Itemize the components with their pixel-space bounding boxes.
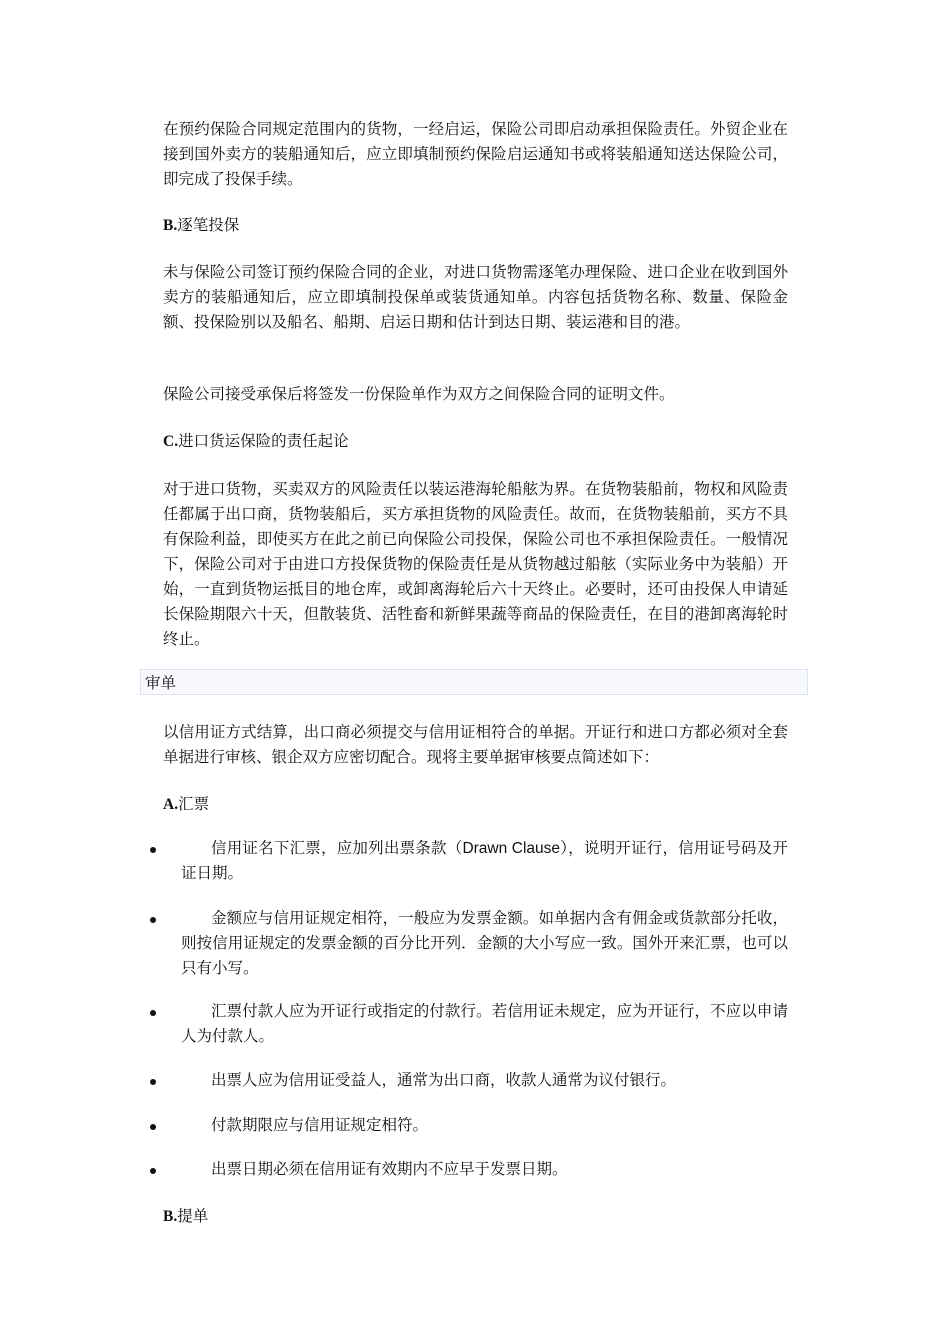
heading-letter: C.: [163, 433, 179, 450]
heading-letter: B.: [163, 1208, 178, 1225]
bullet-icon: [150, 847, 156, 853]
heading-individual-insurance: [163, 213, 239, 238]
bullet-icon: [150, 1168, 156, 1174]
bullet-icon: [150, 1124, 156, 1130]
list-item-text: 出票人应为信用证受益人，通常为出口商，收款人通常为议付银行。: [211, 1071, 677, 1089]
bullet-icon: [150, 1079, 156, 1085]
heading-text: 逐笔投保: [177, 216, 240, 234]
heading-letter: B.: [163, 217, 178, 234]
heading-bill-of-exchange: [163, 792, 209, 817]
list-item-text: 付款期限应与信用证规定相符。: [211, 1116, 429, 1134]
bullet-icon: [150, 917, 156, 923]
paragraph-liability-details: 对于进口货物，买卖双方的风险责任以装运港海轮船舷为界。在货物装船前，物权和风险责任都属于出口商，货物装船后，买方承担货物的风险责任。故而，在货物装船前，买方不具有保险利益，即使买方在此之前已向保险公司投保，保险公司也不承担保险责任。一般情况下，保险公司对于由进口方投保货物的保险责任是从货物越过船舷（实际业务中为装船）开始，一直到货物运抵目的地仓库，或卸离海轮后六十天终止。必要时，还可由投保人申请延长保险期限六十天，但散装货、活牲畜和新鲜果蔬等商品的保险责任，在目的港卸离海轮时终止。: [163, 480, 788, 648]
heading-text: 汇票: [178, 795, 210, 813]
paragraph-policy-issue: 保险公司接受承保后将签发一份保险单作为双方之间保险合同的证明文件。: [163, 385, 675, 403]
list-item-text: 金额应与信用证规定相符，一般应为发票金额。如单据内含有佣金或货款部分托收，则按信用证规定的发票金额的百分比开列．金额的大小写应一致。国外开来汇票，也可以只有小写。: [181, 909, 788, 977]
section-title: 审单: [145, 674, 177, 692]
paragraph-individual-insurance: 未与保险公司签订预约保险合同的企业，对进口货物需逐笔办理保险、进口企业在收到国外卖方的装船通知后，应立即填制投保单或装货通知单。内容包括货物名称、数量、保险金额、投保险别以及船名、船期、启运日期和估计到达日期、装运港和目的港。: [163, 263, 788, 331]
list-item-text: 汇票付款人应为开证行或指定的付款行。若信用证未规定，应为开证行，不应以申请人为付款人。: [181, 1002, 788, 1045]
heading-liability-start: [163, 429, 349, 454]
paragraph-document-review-intro: 以信用证方式结算，出口商必须提交与信用证相符合的单据。开证行和进口方都必须对全套单据进行审核、银企双方应密切配合。现将主要单据审核要点简述如下：: [163, 723, 788, 766]
paragraph-advance-insurance: 在预约保险合同规定范围内的货物，一经启运，保险公司即启动承担保险责任。外贸企业在接到国外卖方的装船通知后，应立即填制预约保险启运通知书或将装船通知送达保险公司，即完成了投保手续。: [163, 120, 788, 188]
section-header-bar: [140, 669, 808, 695]
list-item-text: 出票日期必须在信用证有效期内不应早于发票日期。: [211, 1160, 568, 1178]
heading-text: 进口货运保险的责任起论: [178, 432, 349, 450]
heading-text: 提单: [177, 1207, 209, 1225]
bullet-icon: [150, 1010, 156, 1016]
list-item-text: 信用证名下汇票，应加列出票条款（Drawn Clause），说明开证行，信用证号码及开证日期。: [181, 839, 788, 882]
heading-letter: A.: [163, 796, 179, 813]
heading-bill-of-lading: [163, 1204, 208, 1229]
